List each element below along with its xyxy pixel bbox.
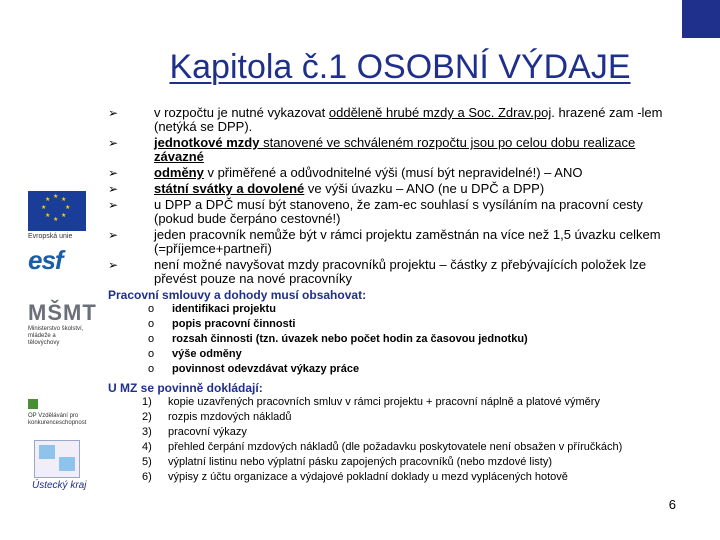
bullet-text: . hrazené zam -lem (netýká se DPP). [154, 105, 663, 134]
op-badge-icon [28, 399, 38, 409]
msmt-mark: MŠMT [28, 300, 97, 325]
list-item-text: povinnost odevzdávat výkazy práce [172, 363, 360, 375]
document-list-item [142, 455, 678, 470]
list-number: 6) [142, 471, 152, 483]
bullet-text: státní svátky a dovolené [154, 181, 305, 196]
list-item-text: rozpis mzdových nákladů [168, 411, 292, 423]
document-list-item [142, 440, 678, 455]
bullet-item [108, 228, 678, 256]
list-marker: o [148, 303, 155, 315]
arrow-bullet-icon: ➢ [108, 106, 119, 120]
list-item-text: výplatní listinu nebo výplatní pásku zapojených pracovníků (nebo mzdové listy) [168, 456, 552, 468]
bullet-text: u DPP a DPČ musí být stanoveno, že zam-ec souhlasí s vysíláním na pracovní cesty (pokud bude čerpáno cestovné!) [154, 197, 643, 226]
main-content [108, 106, 678, 485]
list-item-text: popis pracovní činnosti [172, 318, 296, 330]
bullet-text: v přiměřené a odůvodnitelné výši (musí být nepravidelné!) – ANO [203, 165, 583, 180]
list-item-text: přehled čerpání mzdových nákladů (dle požadavku poskytovatele není obsažen v příručkách) [168, 441, 623, 453]
bullet-item [108, 166, 678, 180]
bullet-text: stanovené ve schváleném rozpočtu jsou po celou dobu realizace [259, 135, 636, 150]
bullet-item [108, 258, 678, 286]
list-number: 3) [142, 426, 152, 438]
list-item-text: rozsah činnosti (tzn. úvazek nebo počet hodin za časovou jednotku) [172, 333, 528, 345]
op-caption: OP Vzdělávání pro konkurenceschopnost [28, 413, 87, 426]
bullet-item [108, 136, 678, 164]
list-item-text: výpisy z účtu organizace a výdajové pokladní doklady u mezd vyplácených hotově [168, 471, 568, 483]
arrow-bullet-icon: ➢ [108, 258, 119, 272]
contract-list-item [148, 362, 678, 377]
contract-list-item [148, 332, 678, 347]
list-number: 4) [142, 441, 152, 453]
document-list-item [142, 395, 678, 410]
bullet-text: ve výši úvazku – ANO (ne u DPČ a DPP) [304, 181, 545, 196]
document-list-item [142, 410, 678, 425]
esf-logo [28, 245, 88, 290]
list-marker: o [148, 348, 155, 360]
page-title: Kapitola č.1 OSOBNÍ VÝDAJE [169, 48, 631, 86]
arrow-bullet-icon: ➢ [108, 228, 119, 242]
contract-list-item [148, 317, 678, 332]
bullet-item [108, 198, 678, 226]
arrow-bullet-icon: ➢ [108, 198, 119, 212]
documents-list [142, 395, 678, 485]
bullet-text: odměny [154, 165, 204, 180]
bullet-item [108, 106, 678, 134]
eu-logo [28, 95, 86, 240]
kraj-emblem-icon [34, 440, 80, 478]
section-heading-documents: U MZ se povinně dokládají: [108, 381, 263, 395]
msmt-caption: Ministerstvo školství, mládeže a tělovýchovy [28, 326, 84, 346]
list-marker: o [148, 333, 155, 345]
list-number: 2) [142, 411, 152, 423]
esf-text: esf [28, 245, 63, 275]
list-item-text: kopie uzavřených pracovních smluv v rámci projektu + pracovní náplně a platové výměry [168, 396, 600, 408]
arrow-bullet-icon: ➢ [108, 136, 119, 150]
list-item-text: identifikaci projektu [172, 303, 276, 315]
list-number: 5) [142, 456, 152, 468]
section-heading-contracts: Pracovní smlouvy a dohody musí obsahovat: [108, 288, 367, 302]
bullet-text: jednotkové mzdy [154, 135, 260, 150]
list-marker: o [148, 363, 155, 375]
arrow-bullet-icon: ➢ [108, 182, 119, 196]
eu-caption: Evropská unie [28, 233, 73, 240]
contracts-list [148, 302, 678, 377]
list-number: 1) [142, 396, 152, 408]
contract-list-item [148, 302, 678, 317]
contract-list-item [148, 347, 678, 362]
bullet-text: není možné navyšovat mzdy pracovníků projektu – částky z přebývajících položek lze převést pouze na nové pracovníky [154, 257, 647, 286]
document-list-item [142, 470, 678, 485]
kraj-caption: Ústecký kraj [32, 480, 87, 491]
op-logo [28, 395, 90, 425]
bullet-item [108, 182, 678, 196]
bullet-list [108, 106, 678, 286]
bullet-text: v rozpočtu je nutné vykazovat [154, 105, 329, 120]
bullet-text: závazné [154, 149, 204, 164]
logo-sidebar [0, 95, 100, 515]
bullet-text: jeden pracovník nemůže být v rámci projektu zaměstnán na více než 1,5 úvazku celkem (=příjemce+partneři) [154, 227, 661, 256]
arrow-bullet-icon: ➢ [108, 166, 119, 180]
list-marker: o [148, 318, 155, 330]
kraj-logo [28, 440, 88, 510]
page-number: 6 [668, 497, 676, 512]
list-item-text: výše odměny [172, 348, 242, 360]
msmt-logo [28, 300, 97, 380]
list-item-text: pracovní výkazy [168, 426, 247, 438]
eu-flag-icon: ★ ★ ★ ★ ★ ★ ★ ★ [28, 191, 86, 231]
corner-decoration [682, 0, 720, 38]
document-list-item [142, 425, 678, 440]
bullet-text: odděleně hrubé mzdy a Soc. Zdrav.poj [328, 105, 552, 120]
